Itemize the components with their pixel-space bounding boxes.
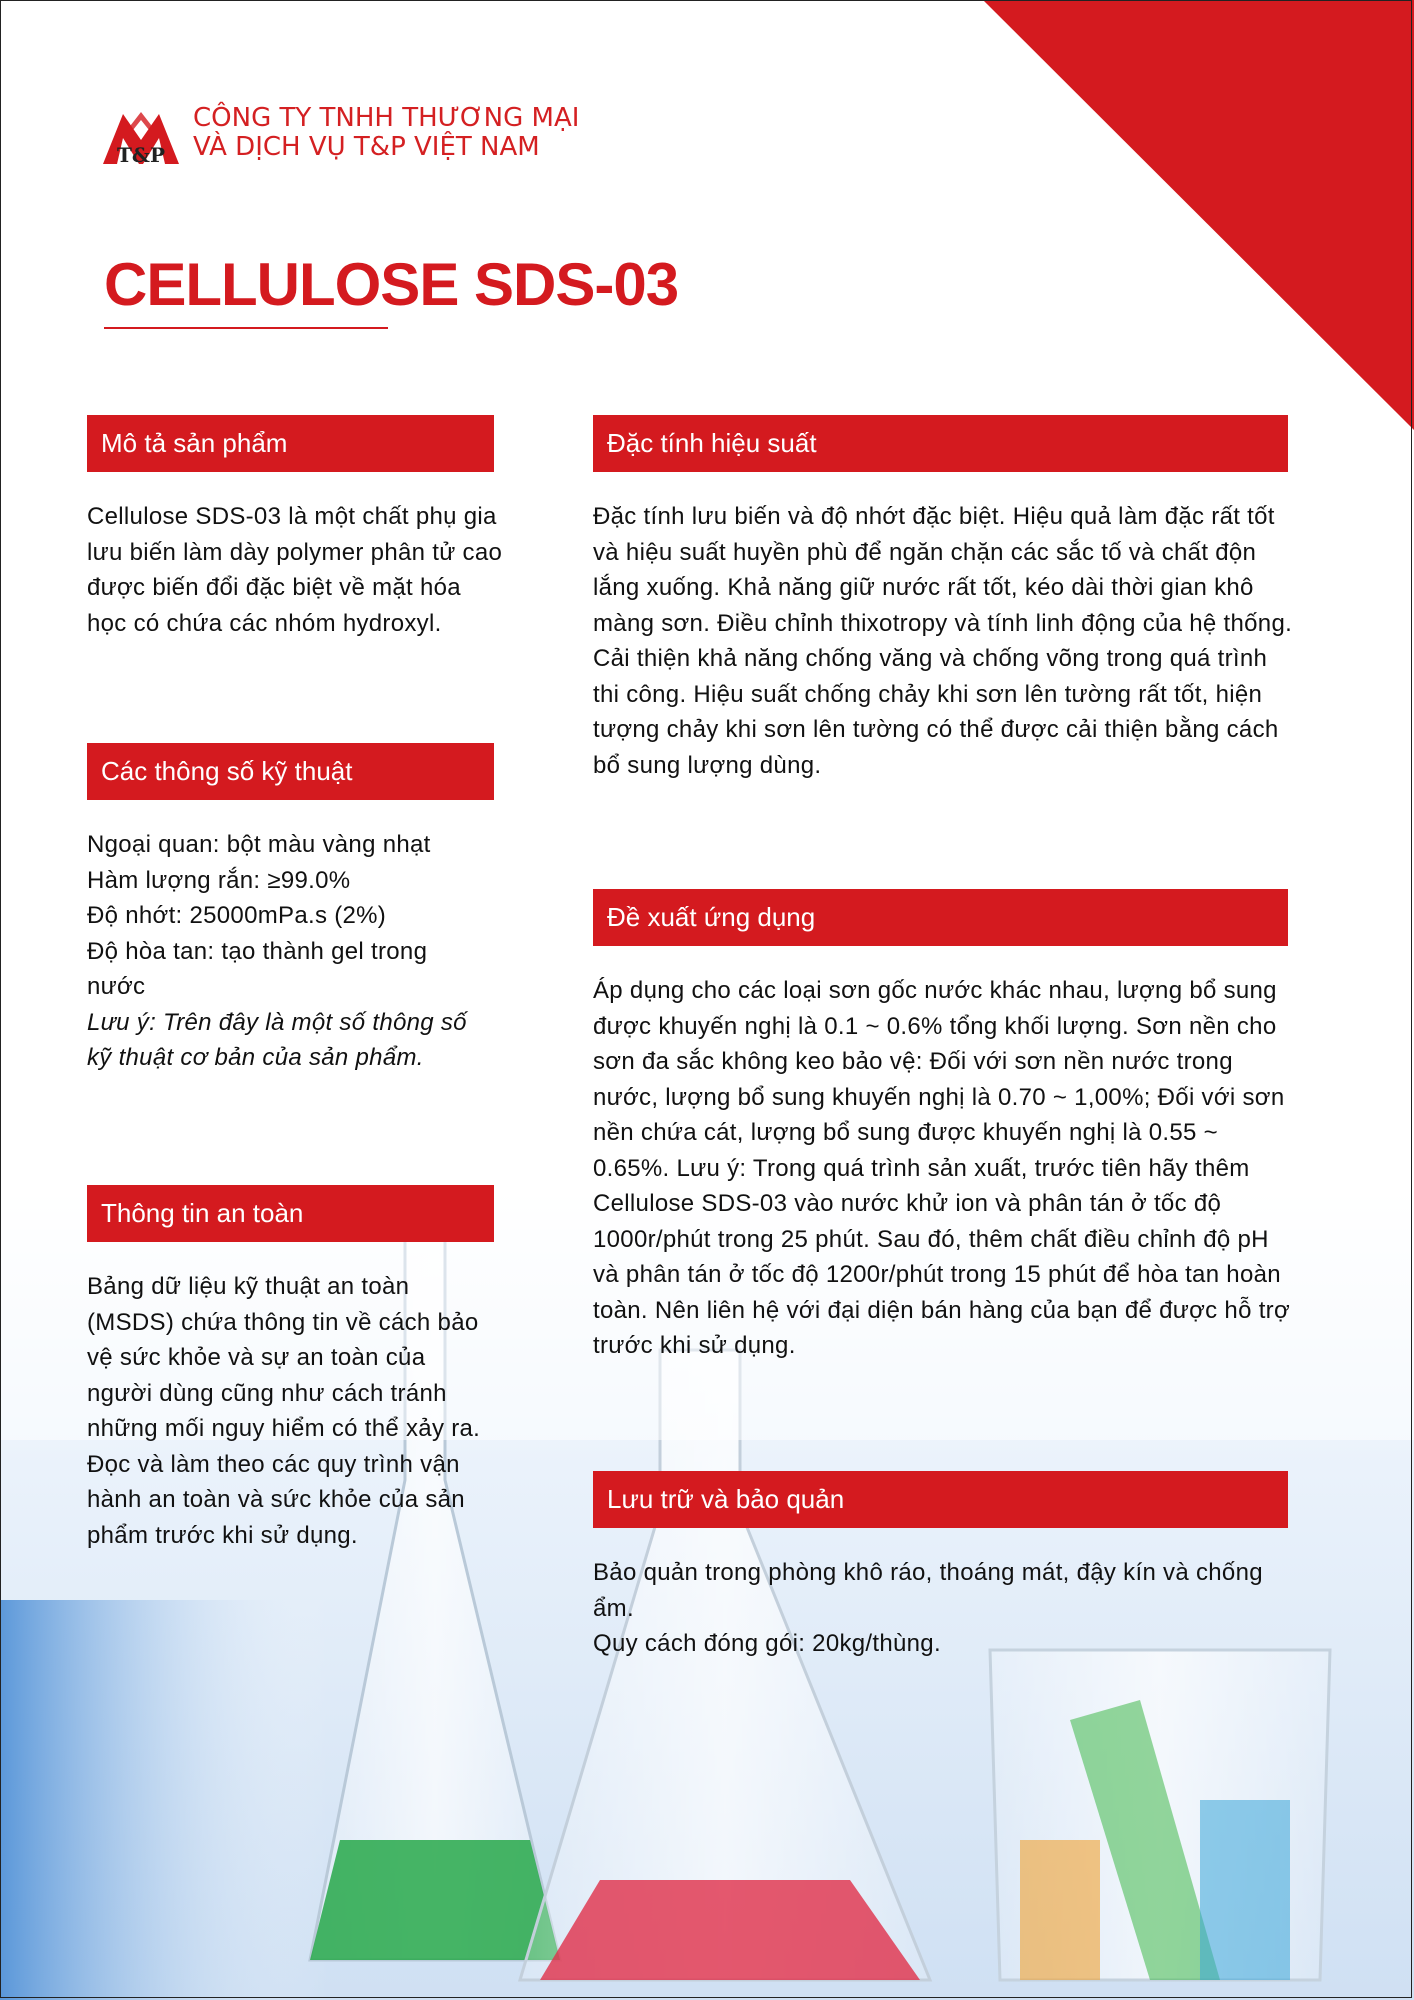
logo-text: T&P [117,143,165,166]
performance-body [593,499,1293,783]
company-logo [103,108,179,166]
spec-appearance: Ngoại quan: bột màu vàng nhạt [87,831,431,858]
performance-heading: Đặc tính hiệu suất [593,415,1288,472]
safety-heading: Thông tin an toàn [87,1185,494,1242]
storage-heading: Lưu trữ và bảo quản [593,1471,1288,1528]
storage-body [593,1555,1293,1662]
company-name-line1: CÔNG TY TNHH THƯƠNG MẠI [193,103,580,133]
description-heading: Mô tả sản phẩm [87,415,494,472]
spec-viscosity: Độ nhớt: 25000mPa.s (2%) [87,902,387,929]
storage-packaging: Quy cách đóng gói: 20kg/thùng. [593,1630,941,1657]
safety-body [87,1269,487,1553]
description-body [87,499,507,641]
storage-conditions: Bảo quản trong phòng khô ráo, thoáng mát, đậy kín và chống ẩm. [593,1559,1263,1622]
product-title: CELLULOSE SDS-03 [104,251,679,318]
company-name-line2: VÀ DỊCH VỤ T&P VIỆT NAM [193,132,540,162]
application-heading: Đề xuất ứng dụng [593,889,1288,946]
performance-text: Đặc tính lưu biến và độ nhớt đặc biệt. Hiệu quả làm đặc rất tốt và hiệu suất huyền phù để ngăn chặn các sắc tố và chất độn lắng xuống. Khả năng giữ nước rất tốt, kéo dài thời gian khô màng sơn. Điều chỉnh thixotropy và tính linh động của hệ thống. Cải thiện khả năng chống văng và chống võng trong quá trình thi công. Hiệu suất chống chảy khi sơn lên tường rất tốt, hiện tượng chảy khi sơn lên tường có thể được cải thiện bằng cách bổ sung lượng dùng. [593,503,1293,779]
spec-solid-content: Hàm lượng rắn: ≥99.0% [87,866,351,894]
title-underline [104,327,388,329]
specs-heading: Các thông số kỹ thuật [87,743,494,800]
safety-text: Bảng dữ liệu kỹ thuật an toàn (MSDS) chứa thông tin về cách bảo vệ sức khỏe và sự an toàn của người dùng cũng như cách tránh những mối nguy hiểm có thể xảy ra. Đọc và làm theo các quy trình vận hành an toàn và sức khỏe của sản phẩm trước khi sử dụng. [87,1273,481,1549]
description-text: Cellulose SDS-03 là một chất phụ gia lưu biến làm dày polymer phân tử cao được biến đổi đặc biệt về mặt hóa học có chứa các nhóm hydroxyl. [87,503,503,637]
spec-note: Lưu ý: Trên đây là một số thông số kỹ thuật cơ bản của sản phẩm. [87,1008,467,1071]
application-text: Áp dụng cho các loại sơn gốc nước khác nhau, lượng bổ sung được khuyến nghị là 0.1 ~ 0.6% tổng khối lượng. Sơn nền cho sơn đa sắc không keo bảo vệ: Đối với sơn nền nước trong nước, lượng bổ sung khuyến nghị là 0.70 ~ 1,00%; Đối với sơn nền chứa cát, lượng bổ sung được khuyến nghị là 0.55 ~ 0.65%. Lưu ý: Trong quá trình sản xuất, trước tiên hãy thêm Cellulose SDS-03 vào nước khử ion và phân tán ở tốc độ 1000r/phút trong 25 phút. Sau đó, thêm chất điều chỉnh độ pH và phân tán ở tốc độ 1200r/phút trong 15 phút để hòa tan hoàn toàn. Nên liên hệ với đại diện bán hàng của bạn để được hỗ trợ trước khi sử dụng. [593,977,1290,1359]
company-name [193,104,579,162]
corner-red-triangle [0,0,1414,430]
spec-solubility: Độ hòa tan: tạo thành gel trong nước [87,937,428,1000]
application-body [593,973,1293,1364]
specs-body [87,827,487,1076]
